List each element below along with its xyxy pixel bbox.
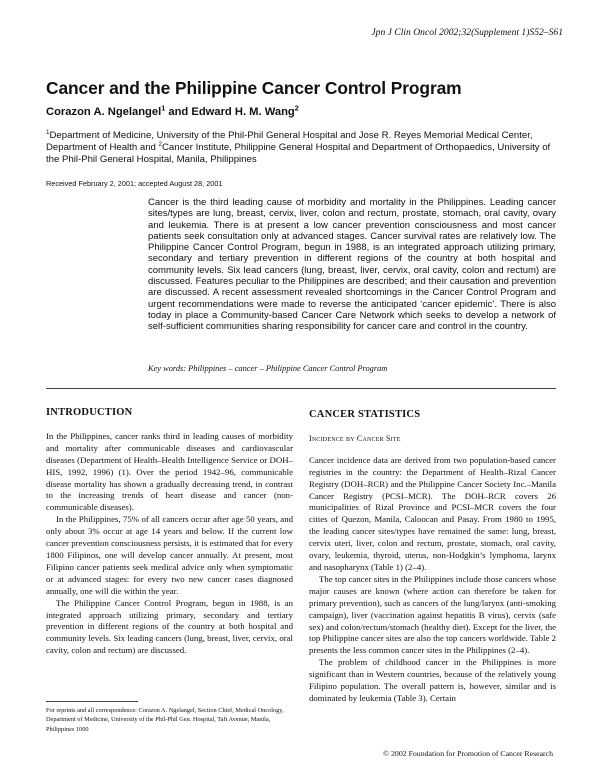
author-affiliation-mark: 2 xyxy=(294,103,299,113)
paragraph: The top cancer sites in the Philippines include those cancers whose major causes are known (where action can therefore be taken for primary prevention), such as cancers of the lung/larynx (anti-smoking campaign), liver (vaccination against hepatitis B virus), cervix (safe sex) and colon/rectum/stomach (healthy diet). Except for the liver, the top Philippine cancer sites are also the top cancers worldwide. Table 2 presents the less common cancer sites in the Philippines (2–4). xyxy=(309,573,556,656)
section-heading-cancer-statistics: CANCER STATISTICS xyxy=(309,409,421,420)
paragraph: Cancer incidence data are derived from two population-based cancer registries in the country: the Department of Health–Rizal Cancer Registry (DOH–RCR) and the Philippine Cancer Society Inc.–Manila Cancer Registry (PCSI–MCR). The DOH–RCR covers 26 municipalities of Rizal Province and PCSI–MCR covers the four cities of Quezon, Manila, Caloocan and Pasay. From 1980 to 1995, the leading cancer sites/types have remained the same: lung, breast, cervix uteri, liver, colon and rectum, prostate, stomach, oral cavity, ovary, leukemia, thyroid, uterus, non-Hodgkin’s lymphoma, larynx and nasopharynx (Table 1) (2–4). xyxy=(309,454,556,572)
section-heading-introduction: INTRODUCTION xyxy=(46,407,133,418)
author-name: Edward H. M. Wang xyxy=(191,106,295,118)
author-name: Corazon A. Ngelangel xyxy=(46,106,162,118)
paragraph: The problem of childhood cancer in the Philippines is more significant than in Western countries, because of the relatively young Filipino population. The overall pattern is, however, similar and is dominated by leukemia (Table 3). Certain xyxy=(309,657,556,703)
keywords: Key words: Philippines – cancer – Philippine Cancer Control Program xyxy=(148,364,388,373)
paragraph: In the Philippines, 75% of all cancers occur after age 50 years, and only about 3% occur at age 14 years and below. If the current low cancer prevention consciousness persists, it is estimated that for every 1800 Filipinos, one will develop cancer annually. At present, most Filipino cancer patients seek medical advice only when symptomatic or at advanced stages: for every two new cancer cases diagnosed annually, one will die within the year. xyxy=(46,514,293,596)
abstract: Cancer is the third leading cause of morbidity and mortality in the Philippines. Leading cancer sites/types are lung, breast, cervix, liver, colon and rectum, prostate, stomach, oral cavity, ovary and leukemia. There is at present a low cancer prevention consciousness and most cancer patients seek consultation only at advanced stages. Cancer survival rates are relatively low. The Philippine Cancer Control Program, begun in 1988, is an integrated approach utilizing primary, secondary and tertiary prevention in different regions of the country at both hospital and community levels. Six lead cancers (lung, breast, liver, cervix, oral cavity, colon and rectum) are discussed. Features peculiar to the Philippines are described; and their causation and prevention are discussed. A recent assessment revealed shortcomings in the Cancer Control Program and urgent recommendations were made to reverse the anticipated ‘cancer epidemic’. There is also today in place a Community-based Cancer Care Network which seeks to develop a network of self-sufficient communities sharing responsibility for cancer care and control in the country. xyxy=(148,197,556,333)
correspondence-footnote: For reprints and all correspondence: Corazon A. Ngelangel, Section Chief, Medical Oncology, Department of Medicine, University of the Phil-Phil Gen. Hospital, Taft Avenue, Manila, Philippines 1000 xyxy=(46,707,284,733)
column-left xyxy=(46,407,293,657)
received-dates: Received February 2, 2001; accepted August 28, 2001 xyxy=(46,179,223,188)
affiliation-mark: 2 xyxy=(158,140,162,148)
author-list xyxy=(46,103,299,118)
subsection-heading: Incidence by Cancer Site xyxy=(309,433,401,443)
paragraph: The Philippine Cancer Control Program, begun in 1988, is an integrated approach utilizing primary, secondary and tertiary prevention in different regions of the country at both hospital and community levels. Six leading cancers (lung, breast, liver, cervix, oral cavity, colon and rectum) are discussed. xyxy=(46,597,293,656)
page-title: Cancer and the Philippine Cancer Control Program xyxy=(46,78,462,98)
footnote-divider xyxy=(46,701,138,702)
affiliations xyxy=(46,130,560,166)
author-affiliation-mark: 1 xyxy=(161,103,166,113)
column-right xyxy=(309,409,556,705)
affiliation-mark: 1 xyxy=(46,128,50,136)
section-divider xyxy=(46,388,556,389)
journal-reference: Jpn J Clin Oncol 2002;32(Supplement 1)S52–S61 xyxy=(371,27,563,38)
copyright-notice: © 2002 Foundation for Promotion of Cancer Research xyxy=(383,749,553,758)
affiliation-text: Cancer Institute, Philippine General Hospital and Department of Orthopaedics, University of the Phil-Phil General Hospital, Manila, Philippines xyxy=(46,141,551,165)
affiliation-text: Department of Medicine, University of the Phil-Phil General Hospital and Jose R. Reyes Memorial Medical Center, Department of Health and xyxy=(46,130,533,153)
paragraph: In the Philippines, cancer ranks third in leading causes of morbidity and mortality after communicable diseases and cardiovascular diseases (Department of Health–Health Intelligence Service or DOH–HIS, 1992, 1996) (1). Over the period 1942–96, communicable disease mortality has shown a gradually decreasing trend, in contrast to the increasing trends of heart disease and cancer (non-communicable diseases). xyxy=(46,430,293,513)
author-connector: and xyxy=(165,106,192,118)
